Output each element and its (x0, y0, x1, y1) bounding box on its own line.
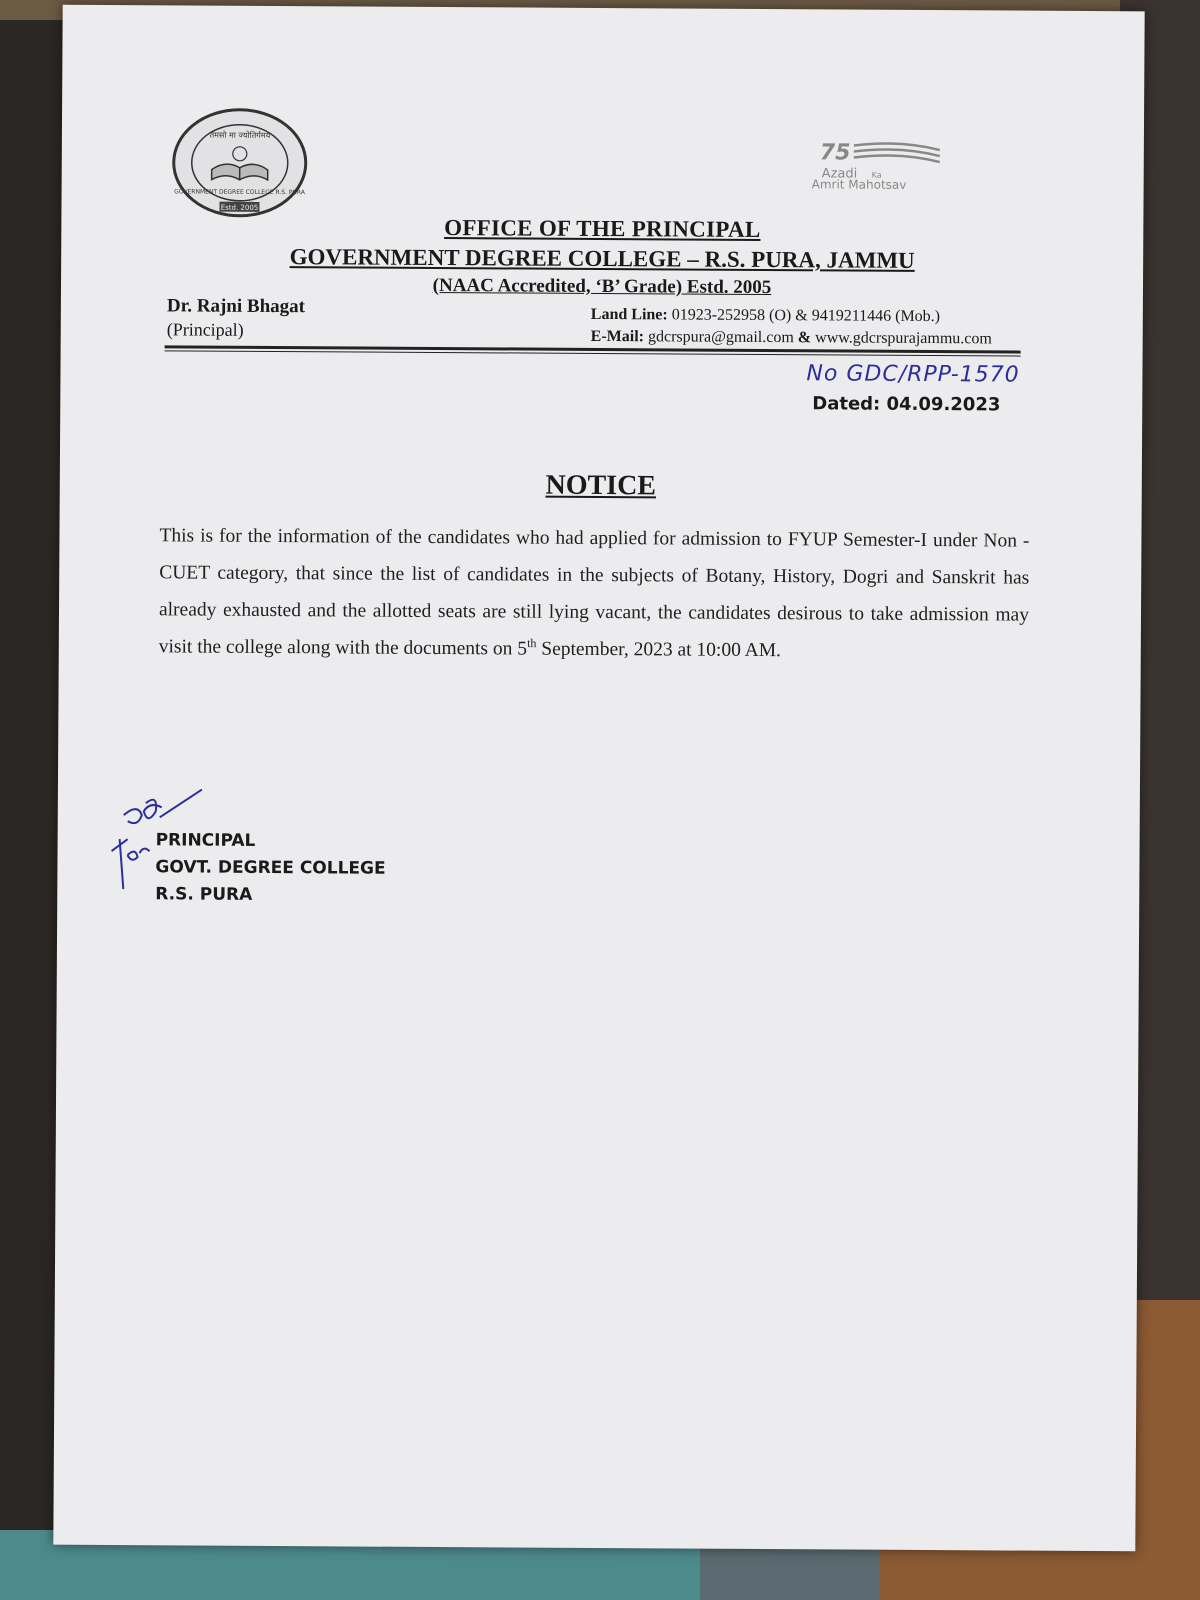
college-seal-icon (171, 107, 308, 218)
email-info (591, 328, 992, 348)
signatory-block (155, 827, 386, 909)
email-ampersand: & (797, 329, 812, 347)
svg-text:75: 75 (819, 140, 851, 166)
college-title: GOVERNMENT DEGREE COLLEGE – R.S. PURA, JAMMU (289, 244, 915, 273)
reference-number: No GDC/RPP-1570 (806, 361, 1020, 388)
principal-role: (Principal) (166, 319, 244, 340)
notice-heading: NOTICE (545, 469, 657, 502)
landline-info (591, 306, 940, 326)
office-title: OFFICE OF THE PRINCIPAL (444, 215, 761, 242)
notice-body-part2: September, 2023 at 10:00 AM. (536, 638, 782, 662)
notice-body-part1: This is for the information of the candidates who had applied for admission to FYUP Semester-I under Non -CUET category, that since the list of candidates in the subjects of Botany, History, Dogri and Sanskrit has already exhausted and the allotted seats are still lying vacant, the candidates desirous to take admission may visit the college along with the documents on 5 (158, 525, 1030, 660)
svg-text:तमसो मा ज्योतिर्गमय: तमसो मा ज्योतिर्गमय (209, 130, 271, 140)
signatory-title: PRINCIPAL (155, 830, 256, 851)
notice-body-superscript: th (527, 636, 537, 651)
naac-accreditation: (NAAC Accredited, ‘B’ Grade) Estd. 2005 (432, 274, 772, 299)
email-label: E-Mail: (590, 327, 645, 346)
svg-text:GOVERNMENT DEGREE COLLEGE R.S.: GOVERNMENT DEGREE COLLEGE R.S. PURA (174, 188, 306, 197)
signatory-place: R.S. PURA (155, 884, 253, 905)
notice-paper (53, 5, 1144, 1552)
svg-text:Estd. 2005: Estd. 2005 (220, 203, 259, 212)
email-value: gdcrspura@gmail.com (647, 328, 794, 347)
principal-name: Dr. Rajni Bhagat (166, 295, 306, 318)
landline-label: Land Line: (590, 305, 668, 324)
svg-text:Amrit Mahotsav: Amrit Mahotsav (811, 177, 907, 192)
landline-value: 01923-252958 (O) & 9419211446 (Mob.) (671, 306, 941, 326)
notice-body (159, 517, 1030, 670)
svg-text:Azadi: Azadi (821, 166, 858, 182)
signatory-college: GOVT. DEGREE COLLEGE (155, 857, 386, 879)
website-value: www.gdcrspurajammu.com (815, 329, 992, 348)
svg-text:Ka: Ka (871, 170, 882, 180)
notice-date: Dated: 04.09.2023 (812, 393, 1001, 416)
azadi-ka-amrit-mahotsav-logo-icon (810, 137, 980, 192)
